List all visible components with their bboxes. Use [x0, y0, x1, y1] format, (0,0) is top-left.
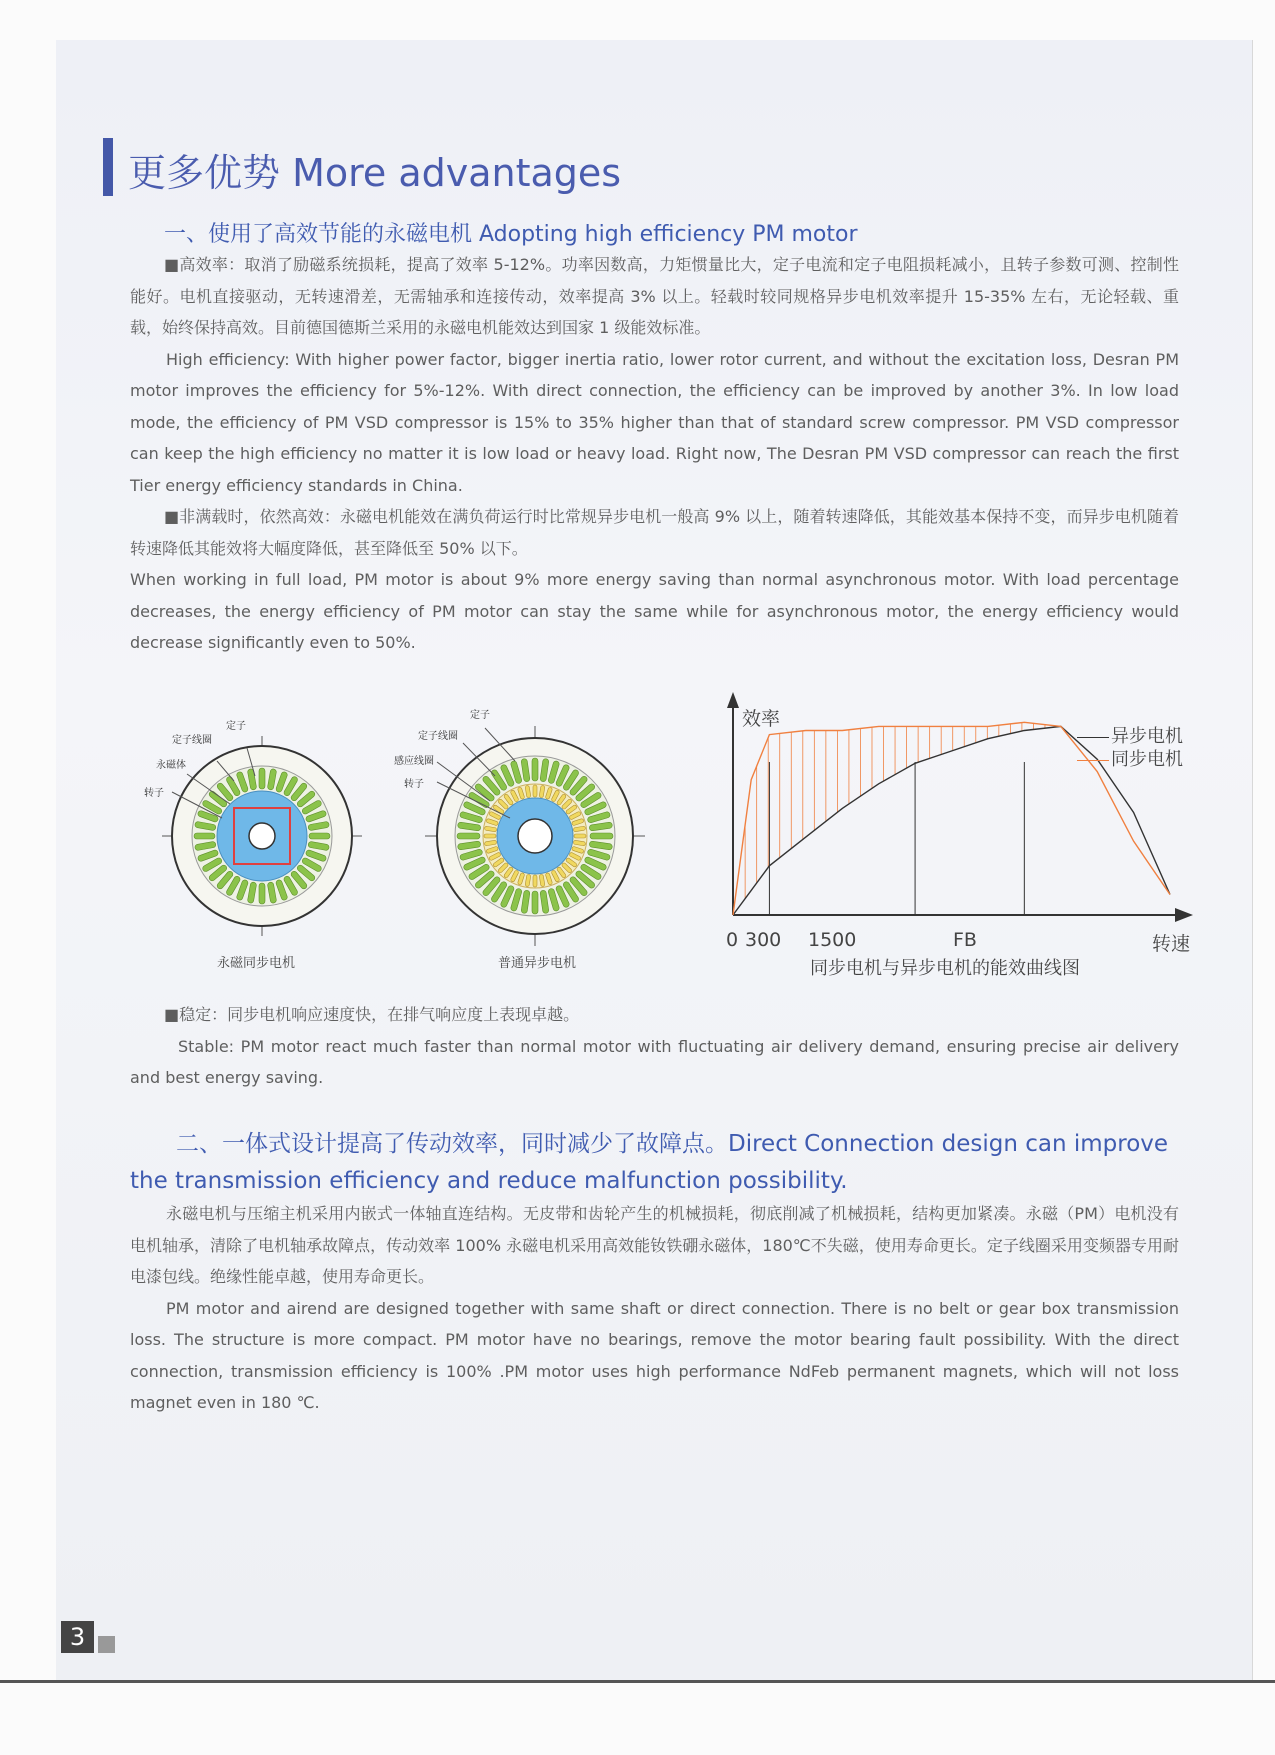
stator-slot — [309, 833, 330, 839]
x-axis-arrow — [1175, 908, 1193, 922]
direct-connection-en: PM motor and airend are designed together with same shaft or direct connection. There is no belt or gear box transmission loss. The structure is more compact. PM motor have no bearings, remove the motor bearing fault possibility. With the direct connection, transmission efficiency is 100% .PM motor uses high performance NdFeb permanent magnets, which will not loss magnet even in 180 ℃. — [130, 1298, 1179, 1412]
pm-motor-diagram — [162, 736, 362, 936]
async-label-rotor: 转子 — [404, 779, 424, 790]
stator-slot — [457, 833, 480, 839]
async-motor-diagram — [425, 726, 645, 946]
async-label-stator-coil: 定子线圈 — [418, 731, 458, 742]
pm-label-stator-coil: 定子线圈 — [172, 735, 212, 746]
stator-slot — [259, 883, 265, 904]
stable-en: Stable: PM motor react much faster than normal motor with fluctuating air delivery demand, ensuring precise air delivery and best energy saving. — [130, 1036, 1179, 1087]
stator-slot — [532, 758, 538, 781]
rotor-bar — [533, 875, 537, 887]
pm-label-rotor: 转子 — [144, 788, 164, 799]
async-label-induction-coil: 感应线圈 — [394, 756, 434, 767]
chart-title: 同步电机与异步电机的能效曲线图 — [810, 958, 1080, 979]
y-axis-arrow — [727, 692, 739, 708]
page-number: 3 — [61, 1621, 94, 1653]
x-tick-0: 0 — [726, 929, 739, 951]
x-tick-fb: FB — [953, 929, 977, 951]
pm-motor-caption: 永磁同步电机 — [217, 956, 296, 971]
rotor-bar — [574, 834, 586, 838]
rotor-bar — [533, 785, 537, 797]
page-title: 更多优势 More advantages — [128, 151, 622, 195]
legend-sync — [1077, 745, 1183, 771]
async-label-stator: 定子 — [470, 710, 490, 721]
page-edge — [0, 1680, 1275, 1683]
partload-cn: ■非满载时，依然高效：永磁电机能效在满负荷运行时比常规异步电机一般高 9% 以上，随着转速降低，其能效基本保持不变，而异步电机随着转速降低其能效将大幅度降低，甚至降低至 50% 以下。 — [130, 507, 1179, 558]
direct-connection-cn: 永磁电机与压缩主机采用内嵌式一体轴直连结构。无皮带和齿轮产生的机械损耗，彻底削减了机械损耗，结构更加紧凑。永磁（PM）电机没有电机轴承，清除了电机轴承故障点，传动效率 100% 永磁电机采用高效能钕铁硼永磁体，180℃不失磁，使用寿命更长。定子线圈采用变频器专用耐电漆包线。绝缘性能卓越，使用寿命更长。 — [130, 1204, 1179, 1286]
page-number-square — [98, 1636, 115, 1653]
stator-slot — [590, 833, 613, 839]
section1-heading: 一、使用了高效节能的永磁电机 Adopting high efficiency PM motor — [164, 222, 858, 247]
pm-label-stator: 定子 — [226, 721, 246, 732]
partload-en: When working in full load, PM motor is about 9% more energy saving than normal asynchronous motor. With load percentage decreases, the energy efficiency of PM motor can stay the same while for asynchronous motor, the energy efficiency would decrease significantly even to 50%. — [130, 570, 1179, 652]
chart-xlabel: 转速 — [1152, 933, 1191, 955]
section2-heading-wrap — [130, 1126, 1190, 1200]
chart-ylabel: 效率 — [742, 708, 781, 730]
x-tick-1500: 1500 — [808, 929, 857, 951]
rotor-bar — [484, 834, 496, 838]
title-accent-bar — [103, 138, 113, 196]
legend-label-async: 异步电机 — [1111, 726, 1183, 747]
stable-cn: ■稳定：同步电机响应速度快，在排气响应度上表现卓越。 — [164, 1005, 580, 1024]
legend-label-sync: 同步电机 — [1111, 749, 1183, 770]
efficiency-en: High efficiency: With higher power factor, bigger inertia ratio, lower rotor current, and without the excitation loss, Desran PM motor improves the efficiency for 5%-12%. With direct connection, the efficiency can be improved by another 3%. In low load mode, the efficiency of PM VSD compressor is 15% to 35% higher than that of standard screw compressor. PM VSD compressor can keep the high efficiency no matter it is low load or heavy load. Right now, The Desran PM VSD compressor can reach the first Tier energy efficiency standards in China. — [130, 349, 1179, 495]
stator-slot — [259, 768, 265, 789]
stator-slot — [194, 833, 215, 839]
section2-heading: 二、一体式设计提高了传动效率，同时减少了故障点。Direct Connection design can improve the transmission efficiency and reduce malfunction possibility. — [130, 1131, 1169, 1194]
pm-label-magnet: 永磁体 — [156, 760, 186, 771]
efficiency-cn: ■高效率：取消了励磁系统损耗，提高了效率 5-12%。功率因数高，力矩惯量比大，定子电流和定子电阻损耗减小，且转子参数可测、控制性能好。电机直接驱动，无转速滑差，无需轴承和连接传动，效率提高 3% 以上。轻载时较同规格异步电机效率提升 15-35% 左右，无论轻载、重载，始终保持高效。目前德国德斯兰采用的永磁电机能效达到国家 1 级能效标准。 — [130, 255, 1179, 337]
legend-swatch-sync — [1077, 760, 1109, 761]
stable-block — [130, 999, 1179, 1094]
section1-body — [130, 249, 1179, 659]
legend-swatch-async — [1077, 737, 1109, 738]
async-motor-caption: 普通异步电机 — [498, 956, 577, 971]
x-tick-300: 300 — [745, 929, 782, 951]
stator-slot — [532, 891, 538, 914]
section2-body — [130, 1198, 1179, 1419]
